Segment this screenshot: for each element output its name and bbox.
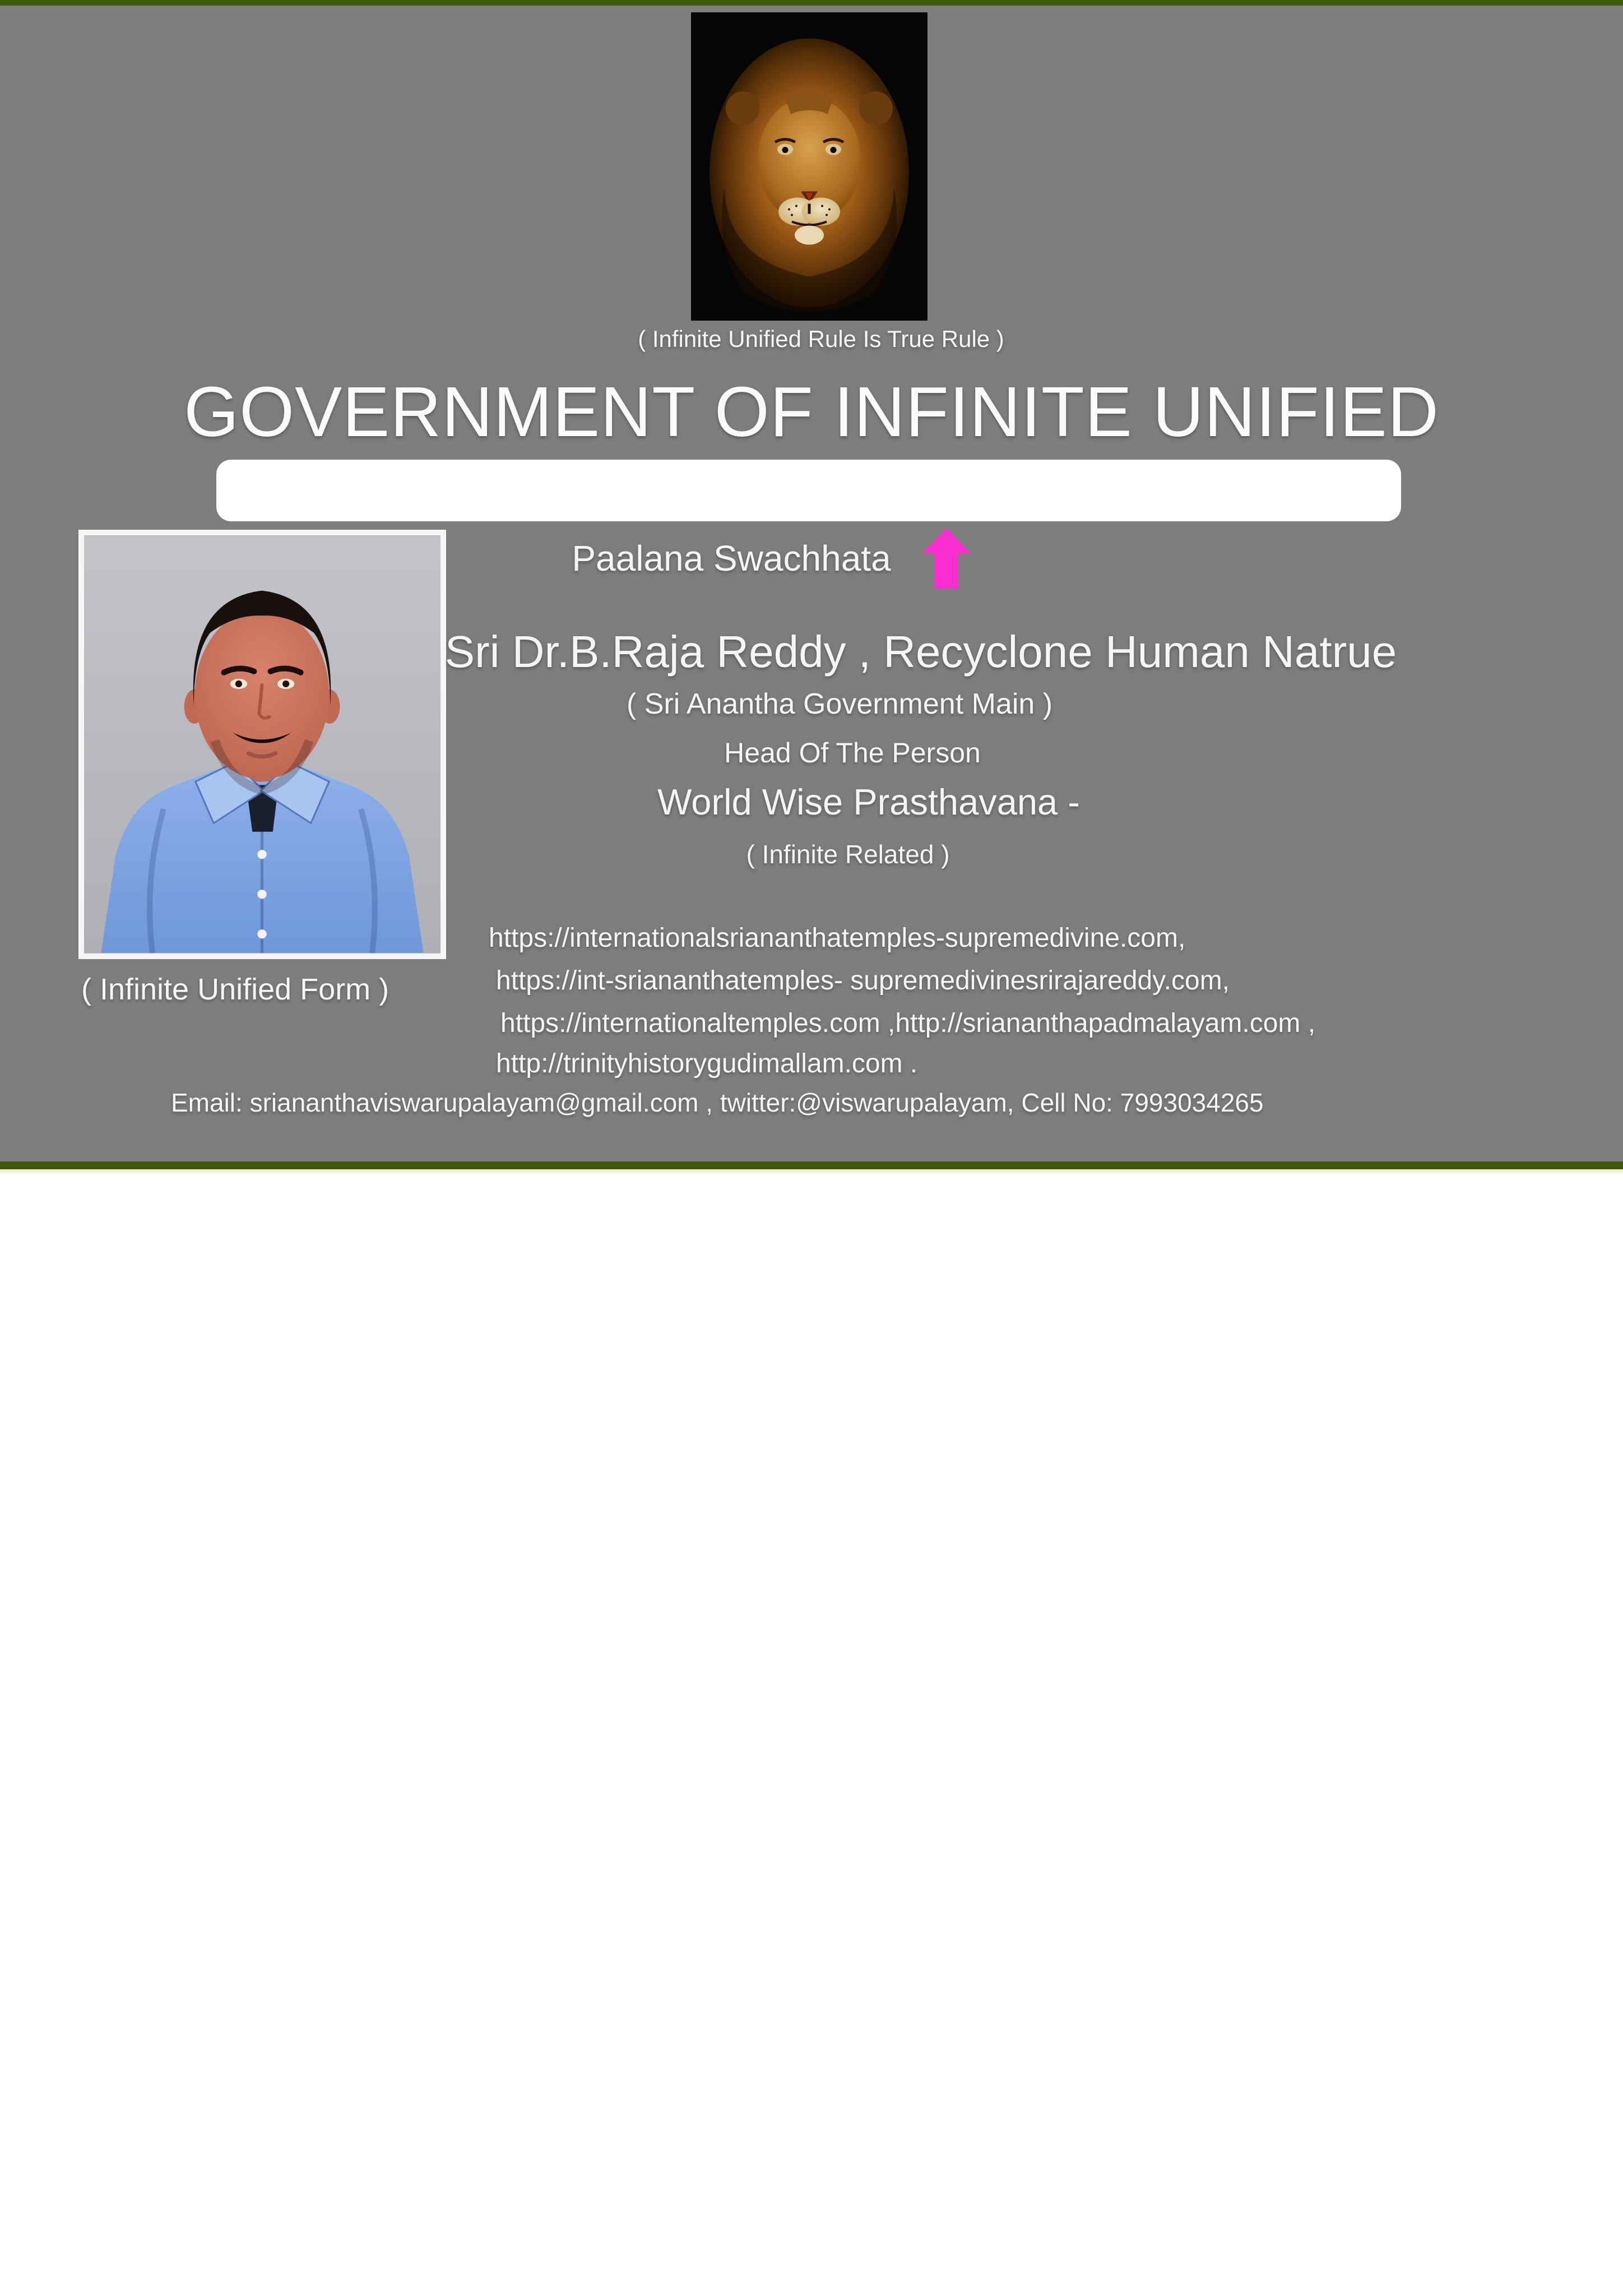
org-line: ( Sri Anantha Government Main ) xyxy=(626,688,1053,720)
vision-line: World Wise Prasthavana - xyxy=(657,781,1080,822)
title-underline-bar xyxy=(216,460,1401,521)
url-line-1: https://internationalsriananthatemples-supremedivine.com, xyxy=(489,923,1186,953)
banner-bottom-accent xyxy=(0,1169,1623,1173)
role-line: Head Of The Person xyxy=(724,737,981,769)
url-line-4: http://trinityhistorygudimallam.com . xyxy=(496,1049,918,1078)
top-border-strip xyxy=(0,0,1623,6)
banner-bottom-border xyxy=(0,1161,1623,1169)
related-line: ( Infinite Related ) xyxy=(746,840,950,869)
contact-line: Email: sriananthaviswarupalayam@gmail.com , twitter:@viswarupalayam, Cell No: 7993034265 xyxy=(171,1088,1264,1117)
url-line-2: https://int-sriananthatemples- supremedivinesrirajareddy.com, xyxy=(496,966,1230,996)
page-title: GOVERNMENT OF INFINITE UNIFIED xyxy=(184,372,1439,451)
lion-icon xyxy=(691,12,928,321)
lion-image xyxy=(691,12,928,321)
person-name-line: Sri Dr.B.Raja Reddy , Recyclone Human Natrue xyxy=(444,627,1397,677)
url-line-3: https://internationaltemples.com ,http://sriananthapadmalayam.com , xyxy=(500,1008,1316,1038)
photo-caption: ( Infinite Unified Form ) xyxy=(81,973,389,1006)
slogan-text: Paalana Swachhata xyxy=(572,538,891,578)
tagline-text: ( Infinite Unified Rule Is True Rule ) xyxy=(638,326,1004,352)
